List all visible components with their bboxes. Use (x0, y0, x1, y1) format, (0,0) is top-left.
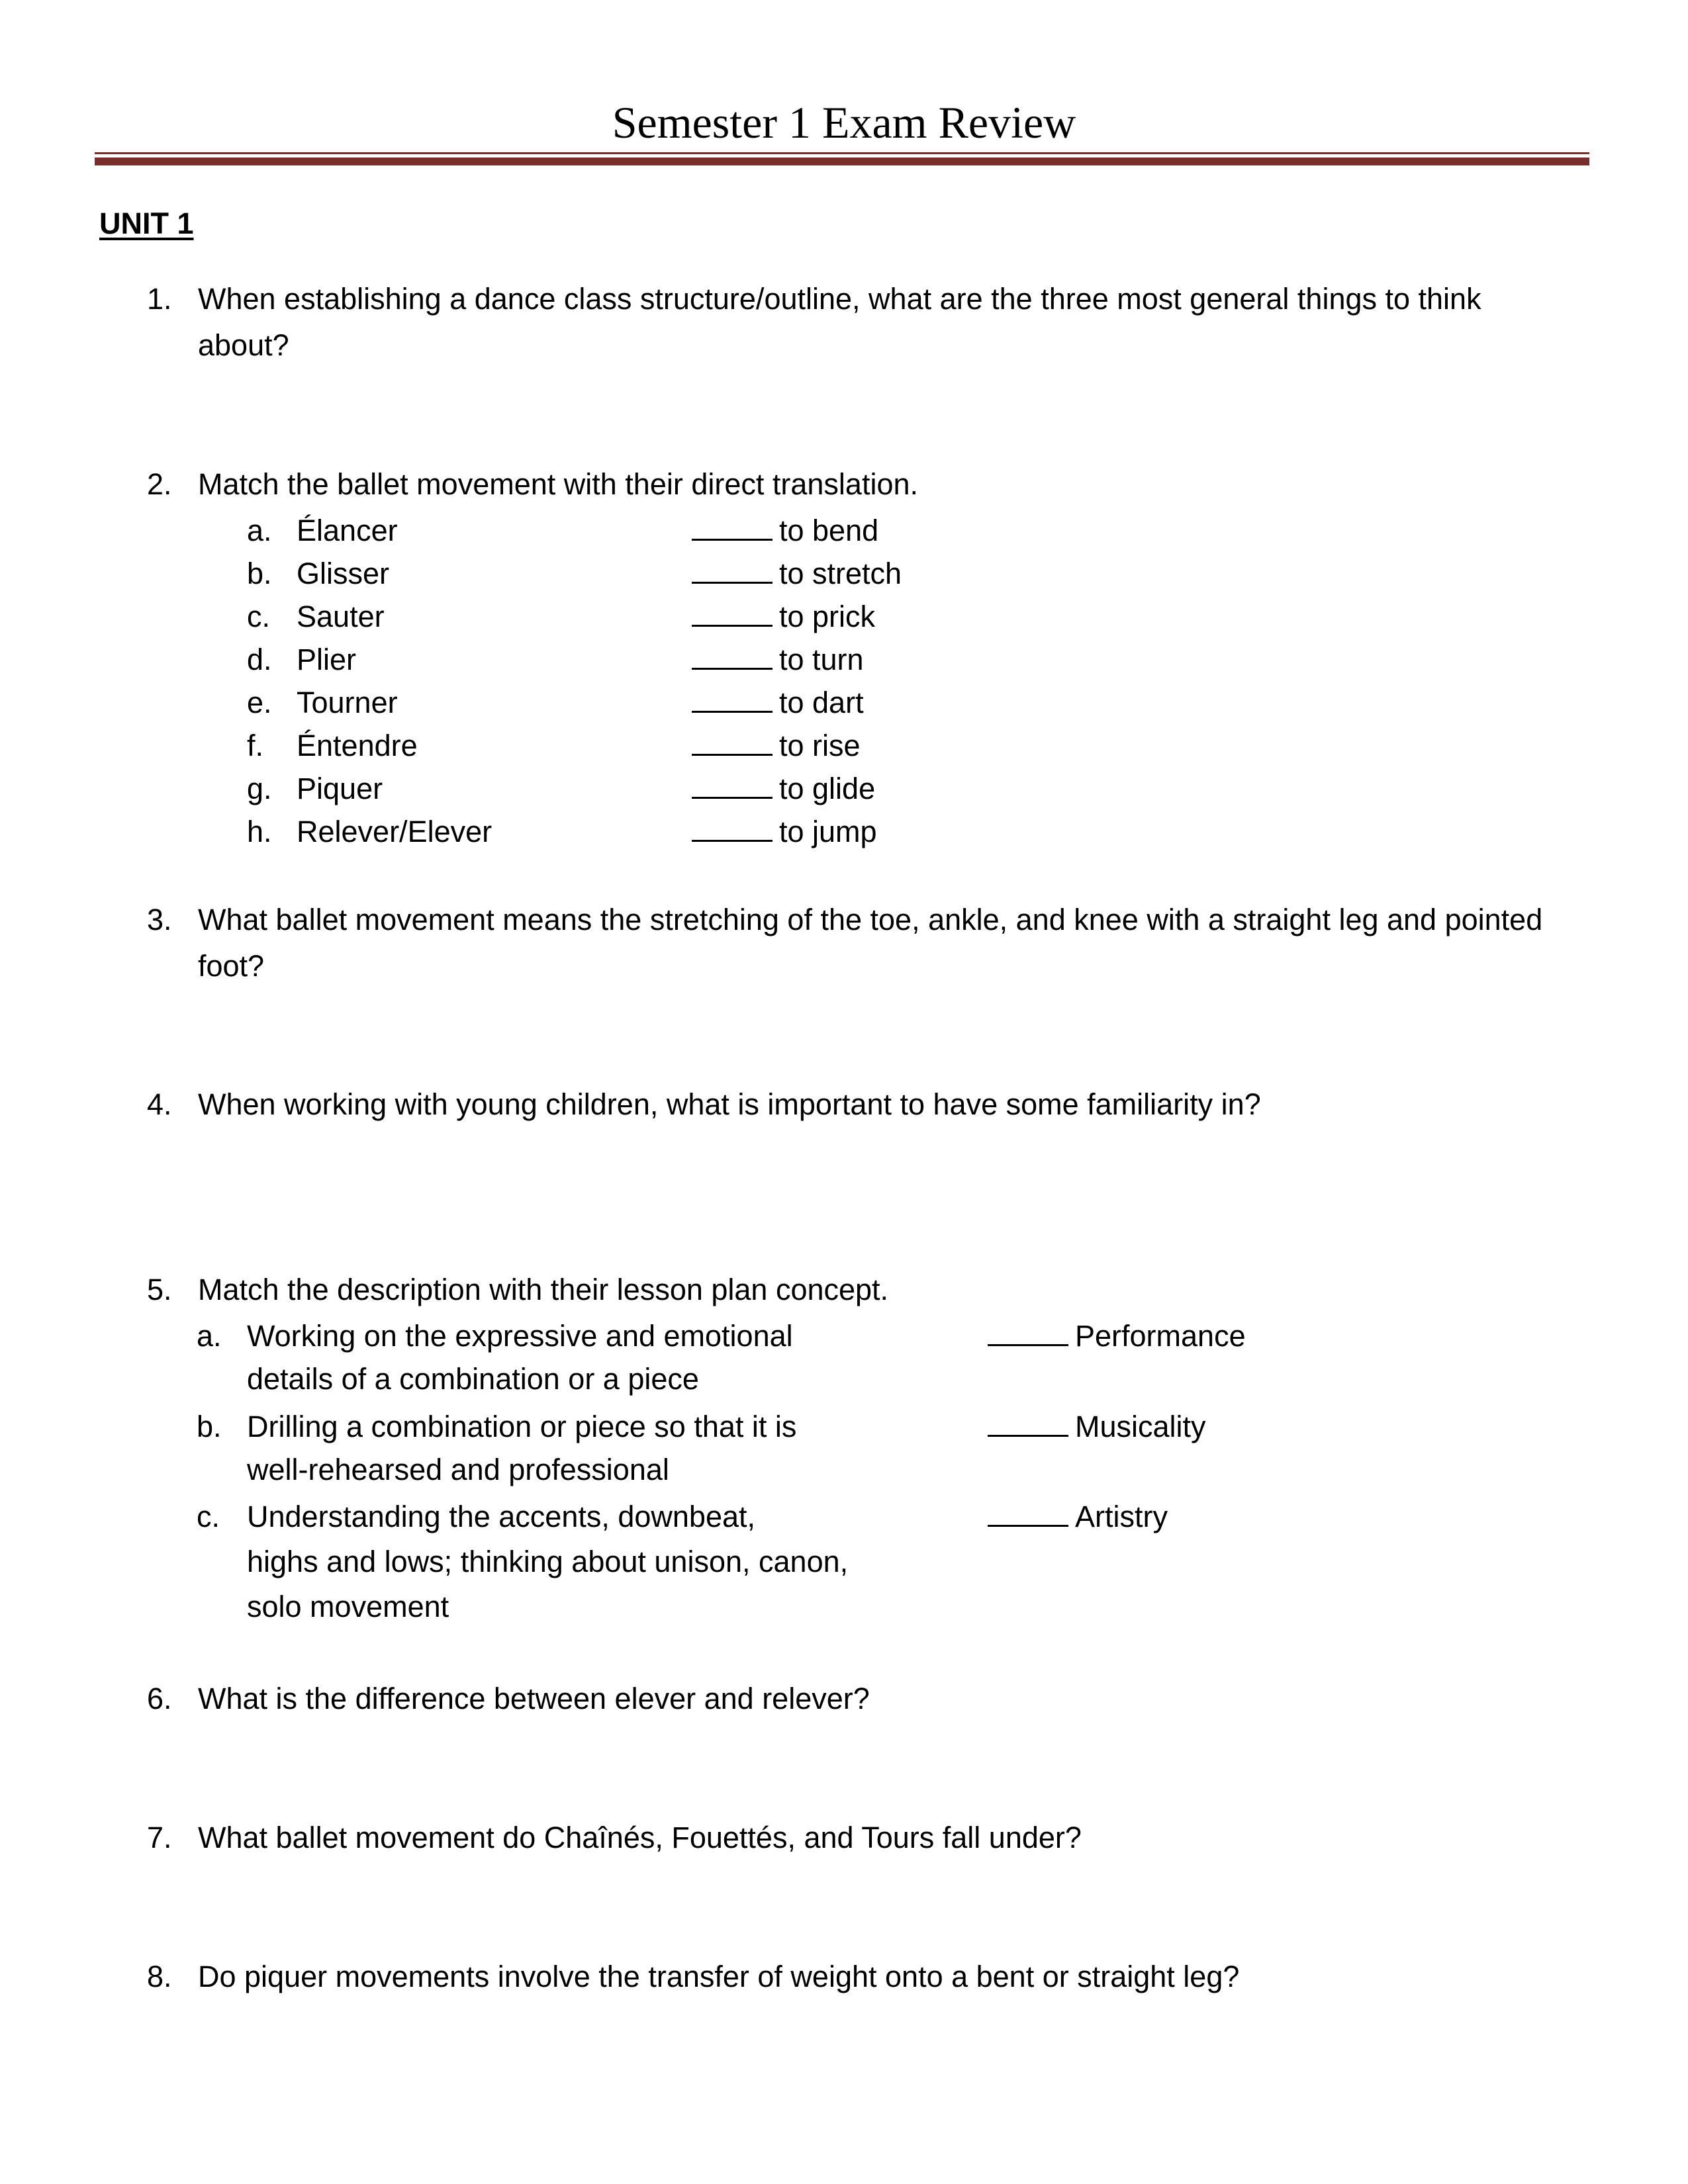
q5-item-line: highs and lows; thinking about unison, canon, (247, 1545, 849, 1578)
q7-text-line1: What ballet movement do Chaînés, Fouettés, and Tours fall under? (198, 1821, 1082, 1854)
answer-blank[interactable] (692, 769, 773, 799)
q2-prompt: Match the ballet movement with their direct translation. (198, 467, 918, 501)
q2-item-term: Glisser (297, 557, 390, 590)
q2-answer-row (692, 508, 878, 554)
q4-number: 4. (147, 1087, 172, 1121)
q4-text-line1: When working with young children, what is important to have some familiarity in? (198, 1087, 1261, 1121)
q2-item-letter: f. (247, 729, 264, 762)
q2-answer-text: to stretch (779, 557, 902, 590)
q2-item-letter: d. (247, 643, 272, 676)
q7-number: 7. (147, 1821, 172, 1854)
q5-item-line: solo movement (247, 1590, 449, 1623)
q2-answer-text: to dart (779, 686, 864, 719)
answer-blank[interactable] (692, 683, 773, 713)
q5-item-letter: b. (197, 1410, 222, 1443)
q5-concept-row (988, 1494, 1168, 1540)
q2-answer-row (692, 809, 877, 855)
q2-item-letter: g. (247, 772, 272, 805)
q5-item-line: Drilling a combination or piece so that it is (247, 1410, 797, 1443)
q2-answer-text: to prick (779, 600, 876, 633)
q2-item-term: Sauter (297, 600, 385, 633)
answer-blank[interactable] (988, 1497, 1068, 1527)
q2-answer-row (692, 680, 864, 726)
q2-item-term: Élancer (297, 514, 398, 547)
q2-item-letter: b. (247, 557, 272, 590)
page-title: Semester 1 Exam Review (612, 97, 1076, 148)
unit-heading: UNIT 1 (99, 206, 194, 240)
answer-blank[interactable] (692, 511, 773, 541)
q6-text-line1: What is the difference between elever and relever? (198, 1682, 870, 1715)
q2-answer-text: to turn (779, 643, 864, 676)
q1-text-line1: When establishing a dance class structure/outline, what are the three most general things to think (198, 282, 1481, 316)
q5-prompt: Match the description with their lesson plan concept. (198, 1273, 889, 1306)
q2-answer-row (692, 551, 902, 597)
q2-answer-text: to rise (779, 729, 861, 762)
q2-answer-text: to bend (779, 514, 879, 547)
q8-text-line1: Do piquer movements involve the transfer of weight onto a bent or straight leg? (198, 1960, 1240, 1993)
title-rule-thick (95, 158, 1589, 165)
q3-text-line1: What ballet movement means the stretching of the toe, ankle, and knee with a straight leg and pointed (198, 903, 1543, 936)
q5-concept-row (988, 1404, 1206, 1450)
q1-text-line2: about? (198, 328, 289, 362)
answer-blank[interactable] (692, 554, 773, 584)
q5-item-line: well-rehearsed and professional (247, 1453, 669, 1486)
answer-blank[interactable] (692, 597, 773, 627)
q5-concept-text: Artistry (1075, 1500, 1168, 1533)
q2-answer-text: to glide (779, 772, 876, 805)
answer-blank[interactable] (692, 812, 773, 842)
q5-number: 5. (147, 1273, 172, 1306)
q2-item-letter: h. (247, 815, 272, 848)
answer-blank[interactable] (988, 1316, 1068, 1346)
q5-concept-text: Musicality (1075, 1410, 1206, 1443)
answer-blank[interactable] (692, 726, 773, 756)
q5-item-letter: a. (197, 1319, 222, 1353)
q2-answer-text: to jump (779, 815, 877, 848)
q2-number: 2. (147, 467, 172, 501)
q3-text-line2: foot? (198, 949, 265, 983)
q6-number: 6. (147, 1682, 172, 1715)
q2-item-term: Tourner (297, 686, 398, 719)
q2-item-letter: e. (247, 686, 272, 719)
q5-concept-text: Performance (1075, 1319, 1246, 1353)
q8-number: 8. (147, 1960, 172, 1993)
q2-item-term: Plier (297, 643, 357, 676)
q2-answer-row (692, 594, 875, 640)
q1-number: 1. (147, 282, 172, 316)
q5-concept-row (988, 1313, 1246, 1359)
title-rule-thin (95, 152, 1589, 154)
q2-item-term: Relever/Elever (297, 815, 492, 848)
q2-item-letter: c. (247, 600, 271, 633)
answer-blank[interactable] (692, 640, 773, 670)
q2-item-term: Piquer (297, 772, 383, 805)
q5-item-line: details of a combination or a piece (247, 1362, 699, 1396)
q2-answer-row (692, 723, 861, 769)
q2-item-letter: a. (247, 514, 272, 547)
q5-item-letter: c. (197, 1500, 220, 1533)
q2-answer-row (692, 637, 864, 683)
q2-item-term: Éntendre (297, 729, 418, 762)
q5-item-line: Working on the expressive and emotional (247, 1319, 793, 1353)
q2-answer-row (692, 766, 875, 812)
q5-item-line: Understanding the accents, downbeat, (247, 1500, 756, 1533)
answer-blank[interactable] (988, 1407, 1068, 1437)
q3-number: 3. (147, 903, 172, 936)
